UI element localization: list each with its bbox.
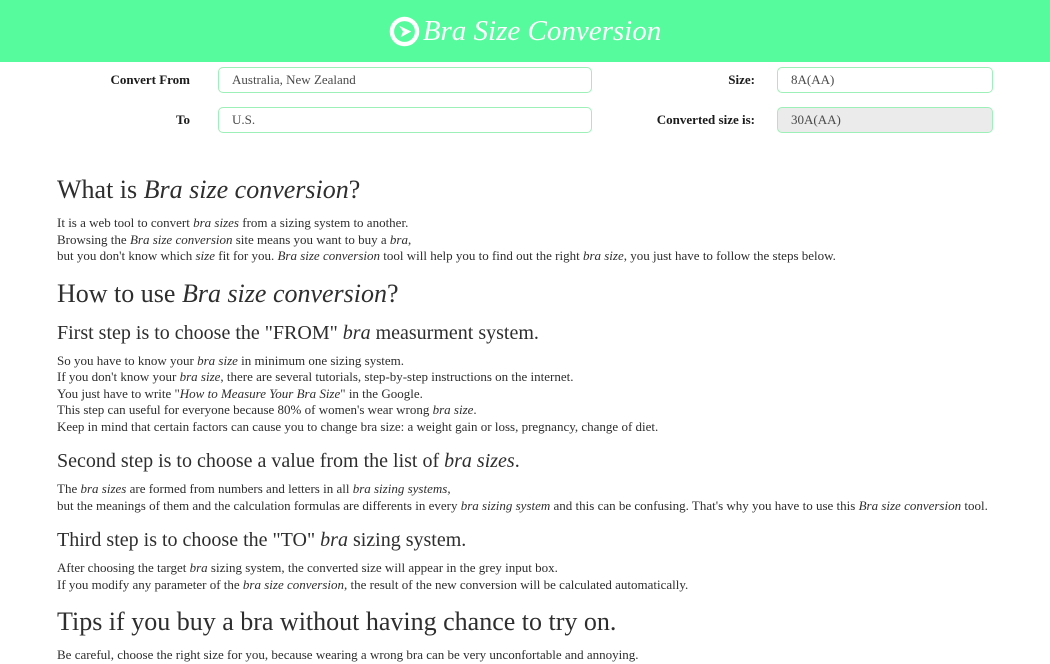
text-segment: but the meanings of them and the calculation formulas are differents in every <box>57 497 461 513</box>
paragraph-line <box>57 481 1010 498</box>
second-step-paragraph <box>57 481 1010 514</box>
paragraph-line <box>57 560 1010 577</box>
text-segment: Keep in mind that certain factors can cause you to change bra size: a weight gain or loss, pregnancy, change of diet. <box>57 418 659 434</box>
heading-second-step <box>57 449 1010 473</box>
text-segment: but you don't know which <box>57 248 196 263</box>
paragraph-line <box>57 353 1010 370</box>
text-segment: If you modify any parameter of the <box>57 576 243 592</box>
text-segment: sizing system. <box>347 529 467 551</box>
converted-size-label: Converted size is: <box>656 112 755 127</box>
text-segment: The <box>57 481 81 496</box>
paragraph-line <box>57 232 1010 249</box>
italic-text-segment: Bra size conversion <box>143 175 349 204</box>
form-row-from <box>0 67 1050 93</box>
tips-paragraph <box>57 647 1010 664</box>
text-segment: It is a web tool to convert <box>57 215 194 230</box>
italic-text-segment: How to Measure Your Bra Size <box>179 385 341 401</box>
text-segment: Third step is to choose the "TO" <box>57 529 321 551</box>
text-segment: " in the Google. <box>340 385 423 401</box>
text-segment: . <box>473 402 477 417</box>
first-step-paragraph <box>57 353 1010 436</box>
text-segment: tool. <box>961 497 988 513</box>
text-segment: fit for you. <box>214 248 278 263</box>
italic-text-segment: Bra size conversion <box>858 497 962 513</box>
size-label: Size: <box>728 72 755 87</box>
size-input[interactable] <box>777 67 993 93</box>
paragraph-line <box>57 369 1010 386</box>
third-step-paragraph <box>57 560 1010 593</box>
italic-text-segment: bra size conversion <box>242 576 345 592</box>
text-segment: Be careful, choose the right size for you, because wearing a wrong bra can be very unconfortable and annoying. <box>57 647 639 662</box>
paragraph-line <box>57 402 1010 419</box>
to-label: To <box>176 112 190 127</box>
converted-size-output <box>777 107 993 133</box>
text-segment: measurment system. <box>370 321 539 344</box>
text-segment: . <box>514 450 520 472</box>
paragraph-line <box>57 498 1010 515</box>
text-segment: Tips if you buy a bra without having chance to try on. <box>57 607 617 636</box>
italic-text-segment: bra sizing systems <box>352 481 448 496</box>
italic-text-segment: bra size <box>432 402 474 417</box>
convert-from-label: Convert From <box>110 72 190 87</box>
italic-text-segment: Bra size conversion <box>277 248 380 263</box>
text-segment: , there are several tutorials, step-by-step instructions on the internet. <box>220 369 574 384</box>
paragraph-line <box>57 248 1010 265</box>
heading-third-step <box>57 528 1010 552</box>
italic-text-segment: bra <box>389 231 408 247</box>
text-segment: in minimum one sizing system. <box>237 352 405 368</box>
italic-text-segment: bra sizes <box>193 215 239 230</box>
app-title: Bra Size Conversion <box>422 14 662 47</box>
convert-from-input[interactable] <box>218 67 592 93</box>
text-segment: ? <box>348 175 361 204</box>
italic-text-segment: size <box>195 248 215 263</box>
heading-how-to-use <box>57 279 1010 309</box>
italic-text-segment: bra <box>189 560 208 575</box>
text-segment: Second step is to choose a value from the list of <box>57 450 445 472</box>
text-segment: , you just have to follow the steps below. <box>623 248 836 263</box>
italic-text-segment: bra size <box>197 352 238 368</box>
text-segment: What is <box>57 175 144 204</box>
to-input[interactable] <box>218 107 592 133</box>
text-segment: , <box>447 481 451 496</box>
heading-tips <box>57 607 1010 637</box>
text-segment: site means you want to buy a <box>232 231 390 247</box>
paragraph-line <box>57 419 1010 436</box>
form-row-to <box>0 107 1050 133</box>
italic-text-segment: bra size <box>582 248 624 263</box>
text-segment: After choosing the target <box>57 560 190 575</box>
intro-paragraph <box>57 215 1010 265</box>
app-header <box>0 0 1050 62</box>
text-segment: , <box>407 231 412 247</box>
text-segment: and this can be confusing. That's why you have to use this <box>550 497 859 513</box>
text-segment: , the result of the new conversion will be calculated automatically. <box>344 576 689 592</box>
heading-what-is <box>57 175 1010 205</box>
paragraph-line <box>57 215 1010 232</box>
text-segment: You just have to write " <box>57 385 180 401</box>
italic-text-segment: bra size <box>179 369 221 384</box>
text-segment: ? <box>387 278 399 308</box>
text-segment: How to use <box>57 278 182 308</box>
italic-text-segment: Bra size conversion <box>129 231 233 247</box>
compass-play-icon <box>389 16 420 47</box>
paragraph-line <box>57 647 1010 664</box>
italic-text-segment: bra sizing system <box>460 497 551 513</box>
text-segment: are formed from numbers and letters in all <box>126 481 353 496</box>
content <box>0 175 1050 664</box>
italic-text-segment: bra sizes <box>444 450 515 472</box>
text-segment: Browsing the <box>57 231 130 247</box>
italic-text-segment: bra <box>342 321 371 344</box>
italic-text-segment: bra <box>320 529 348 551</box>
italic-text-segment: Bra size conversion <box>181 278 388 308</box>
text-segment: This step can useful for everyone because 80% of women's wear wrong <box>57 402 433 417</box>
paragraph-line <box>57 577 1010 594</box>
text-segment: sizing system, the converted size will appear in the grey input box. <box>207 560 558 575</box>
text-segment: If you don't know your <box>57 369 180 384</box>
text-segment: So you have to know your <box>57 352 198 368</box>
heading-first-step <box>57 321 1010 345</box>
text-segment: from a sizing system to another. <box>238 215 409 230</box>
paragraph-line <box>57 386 1010 403</box>
italic-text-segment: bra sizes <box>80 481 127 496</box>
text-segment: First step is to choose the "FROM" <box>57 321 343 344</box>
conversion-form <box>0 62 1050 133</box>
text-segment: tool will help you to find out the right <box>380 248 583 263</box>
